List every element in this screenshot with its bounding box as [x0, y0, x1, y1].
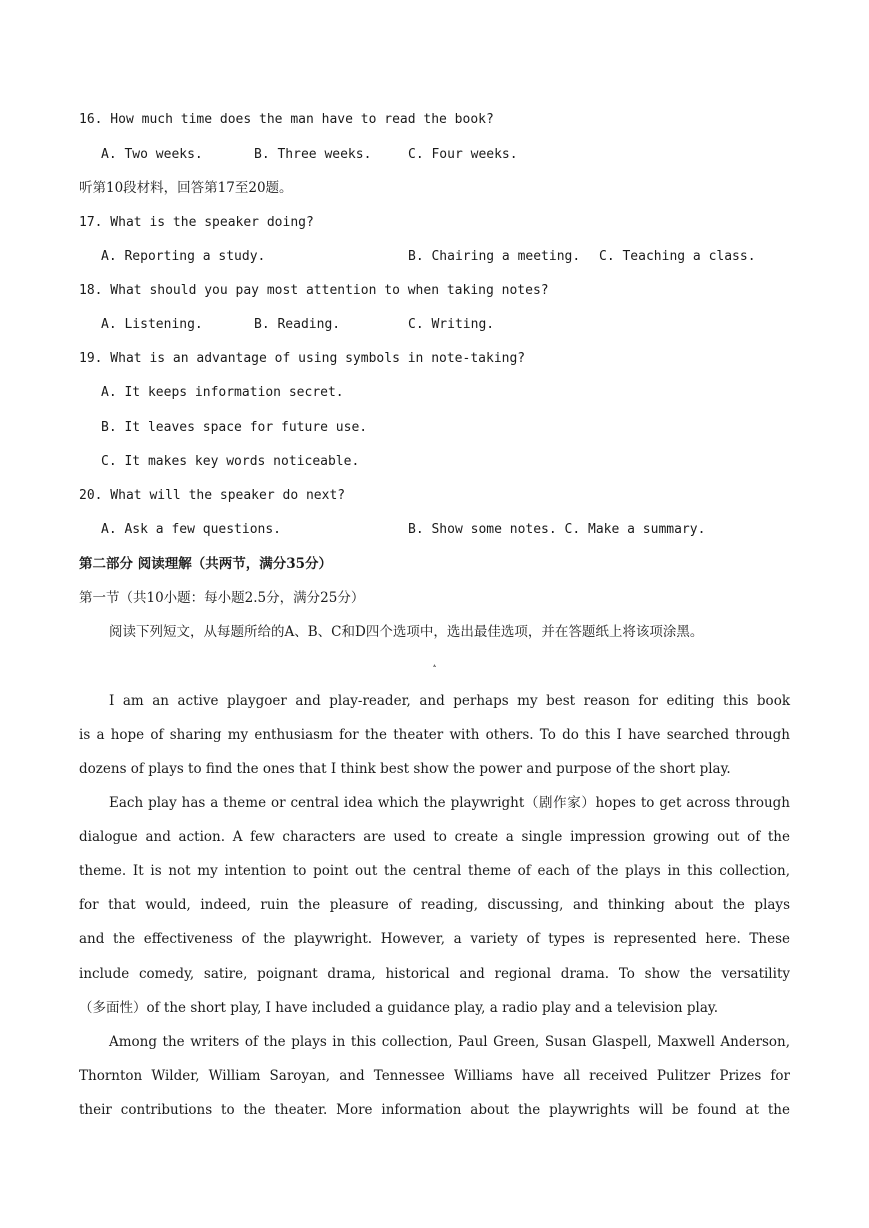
passage-line: dozens of plays to find the ones that I think best show the power and purpose of the short play.: [79, 761, 731, 777]
q20-option-bc: B. Show some notes. C. Make a summary.: [408, 522, 706, 537]
section-10-intro: 听第10段材料，回答第17至20题。: [79, 180, 293, 196]
q16-option-b: B. Three weeks.: [254, 147, 372, 162]
passage-line: theme. It is not my intention to point out the central theme of each of the plays in this collection,: [79, 863, 790, 879]
question-16: 16. How much time does the man have to read the book?: [79, 112, 494, 127]
passage-label: A: [433, 664, 436, 668]
q19-option-a: A. It keeps information secret.: [101, 385, 344, 400]
question-18: 18. What should you pay most attention to when taking notes?: [79, 283, 549, 298]
passage-line: Each play has a theme or central idea which the playwright（剧作家）hopes to get across through: [109, 795, 790, 811]
q18-option-a: A. Listening.: [101, 317, 203, 332]
reading-instructions: 阅读下列短文，从每题所给的A、B、C和D四个选项中，选出最佳选项，并在答题纸上将该项涂黑。: [109, 624, 704, 640]
question-19: 19. What is an advantage of using symbols in note-taking?: [79, 351, 526, 366]
q17-option-b: B. Chairing a meeting.: [408, 249, 581, 264]
passage-line: dialogue and action. A few characters are used to create a single impression growing out of the: [79, 829, 790, 845]
q17-option-c: C. Teaching a class.: [599, 249, 756, 264]
q20-option-a: A. Ask a few questions.: [101, 522, 282, 537]
q18-option-c: C. Writing.: [408, 317, 495, 332]
question-20: 20. What will the speaker do next?: [79, 488, 346, 503]
passage-line: and the effectiveness of the playwright. However, a variety of types is represented here. These: [79, 931, 790, 947]
q16-option-c: C. Four weeks.: [408, 147, 518, 162]
q19-option-b: B. It leaves space for future use.: [101, 420, 368, 435]
part-2-title: 第二部分 阅读理解（共两节，满分35分）: [79, 556, 332, 572]
q17-option-a: A. Reporting a study.: [101, 249, 266, 264]
passage-line: I am an active playgoer and play-reader, and perhaps my best reason for editing this book: [109, 693, 790, 709]
passage-line: Among the writers of the plays in this collection, Paul Green, Susan Glaspell, Maxwell Anderson,: [109, 1034, 790, 1050]
passage-line: for that would, indeed, ruin the pleasure of reading, discussing, and thinking about the plays: [79, 897, 790, 913]
section-1-title: 第一节（共10小题：每小题2.5分，满分25分）: [79, 590, 365, 606]
question-17: 17. What is the speaker doing?: [79, 215, 314, 230]
q19-option-c: C. It makes key words noticeable.: [101, 454, 360, 469]
passage-line: include comedy, satire, poignant drama, historical and regional drama. To show the versatility: [79, 966, 790, 982]
q16-option-a: A. Two weeks.: [101, 147, 203, 162]
passage-line: （多面性）of the short play, I have included a guidance play, a radio play and a television play.: [79, 1000, 719, 1016]
passage-line: Thornton Wilder, William Saroyan, and Tennessee Williams have all received Pulitzer Prizes for: [79, 1068, 790, 1084]
passage-line: is a hope of sharing my enthusiasm for the theater with others. To do this I have searched through: [79, 727, 790, 743]
q18-option-b: B. Reading.: [254, 317, 341, 332]
passage-line: their contributions to the theater. More information about the playwrights will be found at the: [79, 1102, 790, 1118]
